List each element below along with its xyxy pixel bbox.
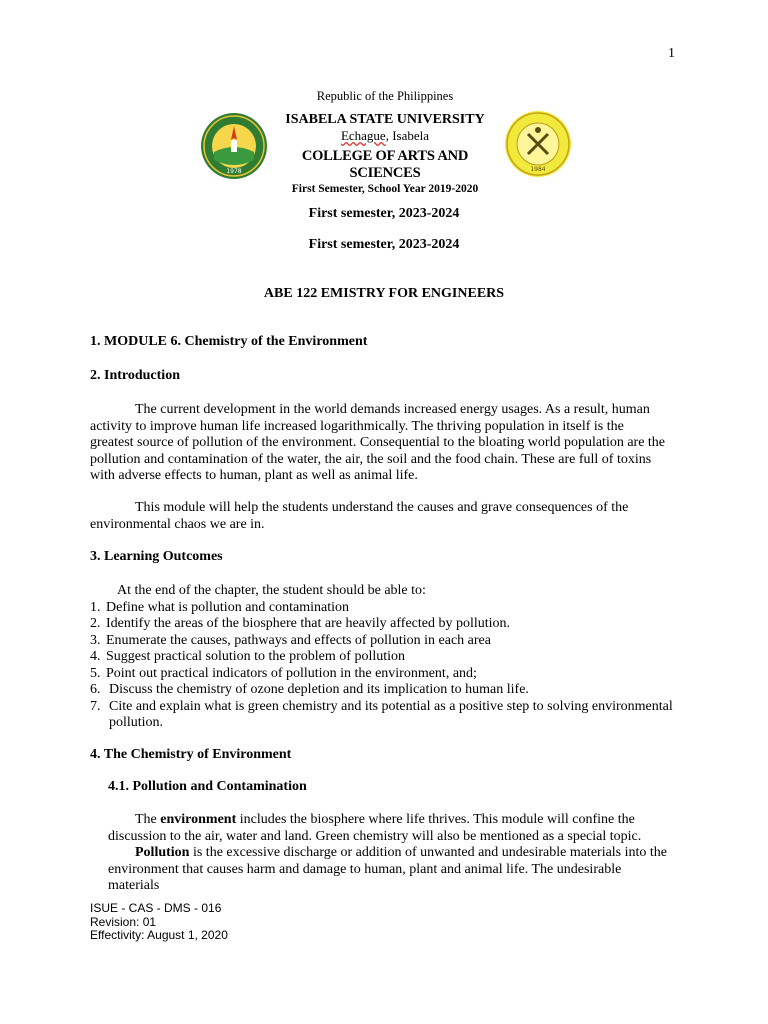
- university-name: ISABELA STATE UNIVERSITY: [285, 112, 485, 127]
- header-semester: First Semester, School Year 2019-2020: [291, 183, 479, 195]
- intro-paragraph-1: The current development in the world demands increased energy usages. As a result, human activity to improve human life increased logarithmically. The thriving population in itself is the greatest source of pollution of the environment. Consequential to the bloating world population are the pollution and contamination of the water, the air, the soil and the food chain. These are full of toxins with adverse effects to human, plant as well as animal life.: [90, 402, 666, 483]
- learning-outcomes-list: [90, 583, 680, 732]
- semester-line-2: First semester, 2023-2024: [308, 237, 460, 252]
- environment-paragraph: The environment includes the biosphere where life thrives. This module will confine the discussion to the air, water and land. Green chemistry will also be mentioned as a special topic.: [108, 812, 642, 844]
- letterhead: [0, 84, 768, 194]
- republic-line: Republic of the Philippines: [316, 89, 454, 103]
- outcomes-intro: At the end of the chapter, the student should be able to:: [117, 583, 426, 598]
- pollution-contamination-heading: 4.1. Pollution and Contamination: [108, 779, 307, 794]
- list-item: 7. Cite and explain what is green chemistry and its potential as a positive step to solving environmental pollution.: [90, 698, 673, 730]
- list-item: 4. Suggest practical solution to the problem of pollution: [90, 649, 406, 664]
- list-item: 1. Define what is pollution and contamination: [90, 599, 350, 615]
- svg-text:1978: 1978: [226, 168, 242, 175]
- page-number: 1: [668, 46, 675, 61]
- semester-line-1: First semester, 2023-2024: [308, 206, 460, 221]
- list-item: 2. Identify the areas of the biosphere that are heavily affected by pollution.: [90, 616, 511, 631]
- revision-label: Revision: 01: [90, 914, 157, 929]
- effectivity-label: Effectivity: August 1, 2020: [90, 928, 228, 942]
- pollution-paragraph: Pollution is the excessive discharge or addition of unwanted and undesirable materials into the environment that causes harm and damage to human, plant and animal life. The undesirable materials: [108, 845, 668, 893]
- introduction-heading: 2. Introduction: [90, 368, 180, 383]
- college-name: COLLEGE OF ARTS AND SCIENCES: [301, 148, 469, 181]
- svg-text:1984: 1984: [530, 166, 546, 173]
- university-town: Echague, Isabela: [340, 128, 430, 143]
- university-seal-logo: [200, 112, 268, 180]
- chemistry-of-environment-heading: 4. The Chemistry of Environment: [90, 747, 292, 762]
- college-seal-logo: [504, 110, 572, 178]
- document-footer: [90, 902, 228, 943]
- module-heading: 1. MODULE 6. Chemistry of the Environment: [90, 334, 368, 349]
- list-item: 3. Enumerate the causes, pathways and effects of pollution in each area: [90, 632, 491, 648]
- intro-paragraph-2: This module will help the students understand the causes and grave consequences of the environmental chaos we are in.: [90, 500, 629, 532]
- list-item: 5. Point out practical indicators of pollution in the environment, and;: [90, 665, 477, 681]
- list-item: 6. Discuss the chemistry of ozone depletion and its implication to human life.: [90, 682, 529, 697]
- learning-outcomes-heading: 3. Learning Outcomes: [90, 549, 223, 564]
- document-code: ISUE - CAS - DMS - 016: [90, 901, 222, 915]
- course-title: ABE 122 EMISTRY FOR ENGINEERS: [263, 286, 505, 301]
